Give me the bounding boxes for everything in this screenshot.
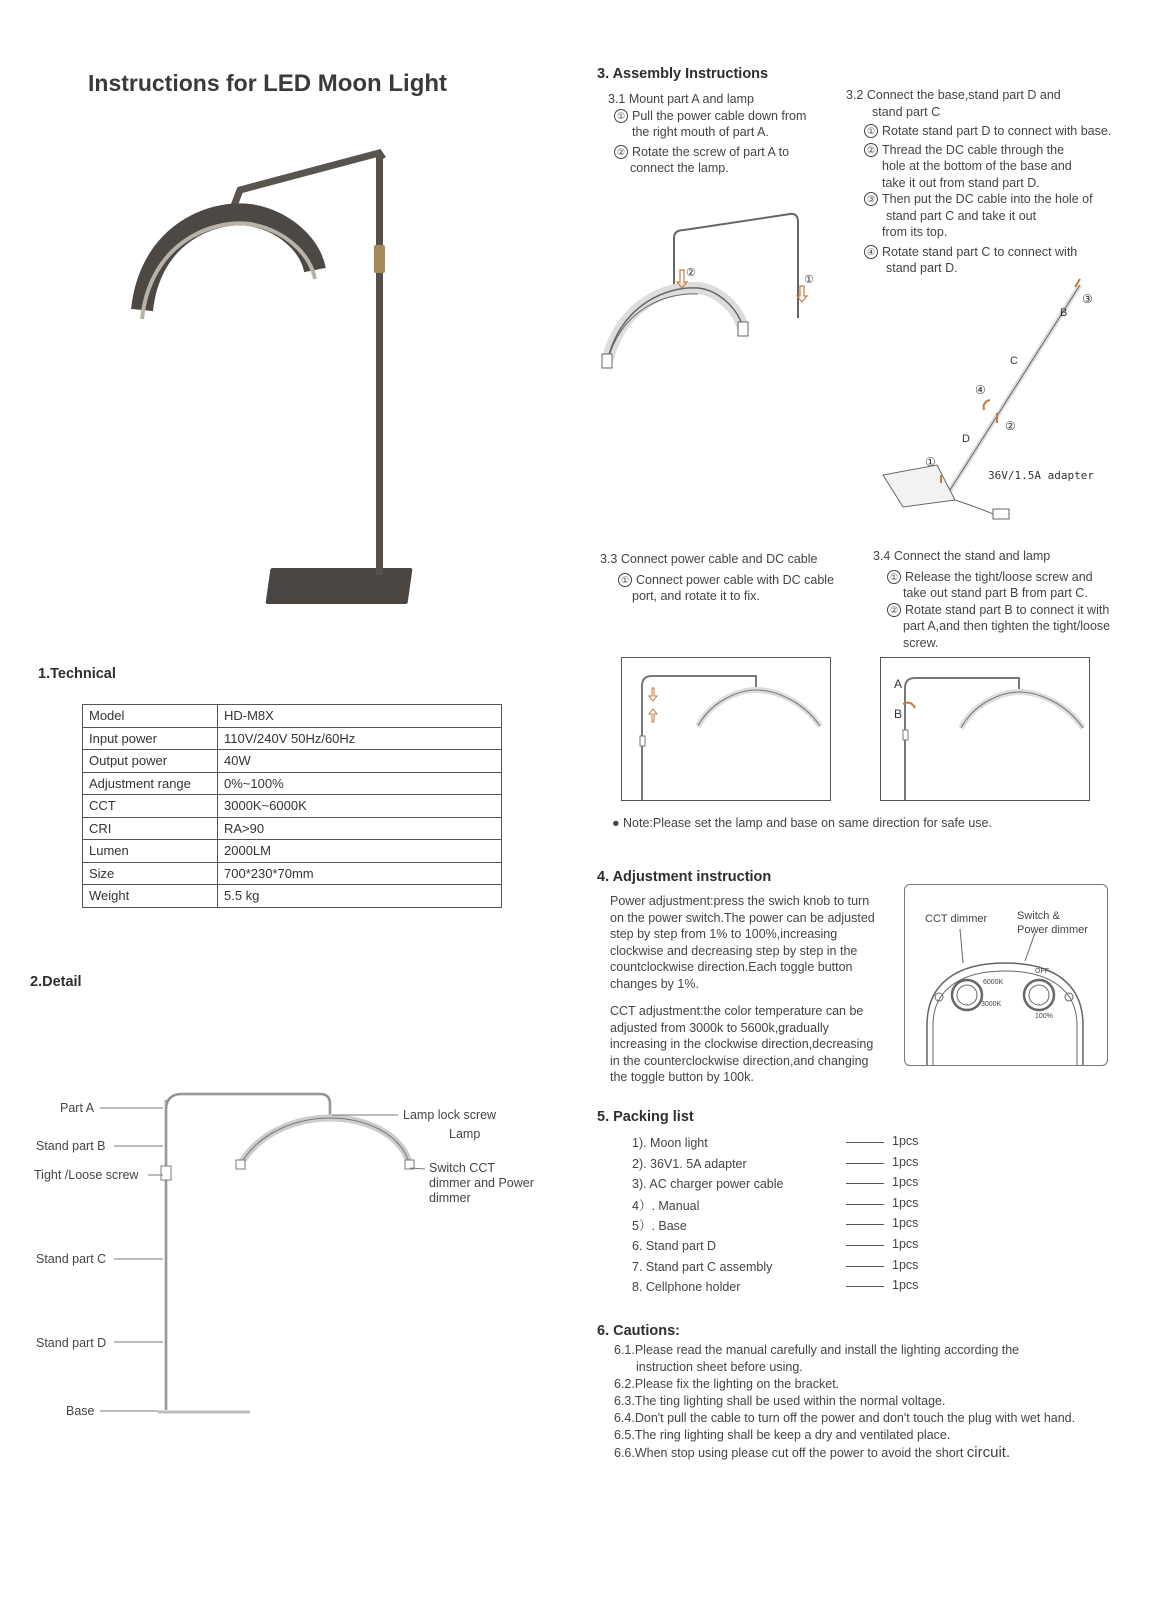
fig34-label-a: A xyxy=(894,677,903,691)
packing-item xyxy=(632,1175,932,1196)
s32-step4a: Rotate stand part C to connect with xyxy=(882,244,1078,259)
technical-row xyxy=(83,862,502,885)
technical-key: CRI xyxy=(83,817,218,840)
packing-heading: 5. Packing list xyxy=(597,1109,694,1125)
technical-value: RA>90 xyxy=(218,817,502,840)
power-line: Power adjustment:press the swich knob to turn xyxy=(610,894,870,908)
detail-label-screw: Tight /Loose screw xyxy=(34,1168,139,1182)
packing-item xyxy=(632,1278,932,1299)
packing-item-name: 7. Stand part C assembly xyxy=(632,1259,773,1274)
s34-n2: ② xyxy=(887,603,901,617)
cct-line: in the counterclockwise direction,and changing xyxy=(610,1053,869,1068)
fig32-label-n1: ① xyxy=(925,455,936,469)
figure-3-3 xyxy=(621,657,831,801)
packing-item-name: 1). Moon light xyxy=(632,1136,708,1150)
packing-item-dash xyxy=(846,1163,884,1164)
packing-item-name: 8. Cellphone holder xyxy=(632,1280,741,1295)
photo-collar xyxy=(374,245,385,273)
packing-item-name: 4）. Manual xyxy=(632,1198,700,1213)
section-3-1 xyxy=(608,91,806,177)
panel-off: OFF xyxy=(1035,968,1049,975)
power-line: step by step from 1% to 100%,increasing xyxy=(610,927,838,941)
s32-step3c: from its top. xyxy=(882,225,948,239)
detail-label-base: Base xyxy=(66,1404,95,1418)
detail-label-stand-d: Stand part D xyxy=(36,1336,107,1350)
fig32-label-c: C xyxy=(1010,355,1018,367)
technical-row xyxy=(83,795,502,818)
caution-line: 6.6.When stop using please cut off the power to avoid the short xyxy=(614,1446,964,1460)
panel-switch-label xyxy=(1017,909,1088,937)
packing-item-dash xyxy=(846,1204,884,1205)
caution-last-word: circuit. xyxy=(966,1444,1011,1461)
packing-item-qty: 1pcs xyxy=(892,1236,919,1251)
technical-key: Size xyxy=(83,862,218,885)
adjustment-heading: 4. Adjustment instruction xyxy=(597,869,772,885)
panel-6000k: 6000K xyxy=(983,979,1004,986)
technical-key: Weight xyxy=(83,885,218,908)
technical-key: Output power xyxy=(83,750,218,773)
s32-step2a: Thread the DC cable through the xyxy=(882,142,1065,157)
fig32-label-d: D xyxy=(962,433,970,445)
figure-3-4-drawing xyxy=(881,658,1089,800)
technical-value: 700*230*70mm xyxy=(218,862,502,885)
s34-step2b: part A,and then tighten the tight/loose xyxy=(903,619,1111,633)
switch-label-1: Switch CCT xyxy=(429,1161,495,1175)
technical-value: 2000LM xyxy=(218,840,502,863)
technical-value: 3000K~6000K xyxy=(218,795,502,818)
s32-step4b: stand part D. xyxy=(886,261,958,275)
product-photo xyxy=(130,145,430,615)
packing-item-qty: 1pcs xyxy=(892,1278,919,1293)
cct-line: the toggle button by 100k. xyxy=(610,1070,754,1084)
packing-list xyxy=(632,1134,932,1299)
s33-n1: ① xyxy=(618,573,632,587)
title-product: LED Moon Light xyxy=(263,70,448,97)
page-title xyxy=(88,70,447,98)
packing-item-name: 5）. Base xyxy=(632,1219,687,1234)
packing-item-dash xyxy=(846,1224,884,1225)
s32-step2b: hole at the bottom of the base and xyxy=(882,159,1072,173)
figure-3-4 xyxy=(880,657,1090,801)
s32-step3b: stand part C and take it out xyxy=(886,208,1037,223)
detail-label-lamp-lock: Lamp lock screw xyxy=(403,1108,497,1122)
technical-key: Lumen xyxy=(83,840,218,863)
fig31-n1: ① xyxy=(804,274,814,286)
packing-item-dash xyxy=(846,1286,884,1287)
s32-step3a: Then put the DC cable into the hole of xyxy=(882,192,1093,206)
figure-3-3-drawing xyxy=(622,658,830,800)
technical-table xyxy=(82,704,502,908)
cautions-heading: 6. Cautions: xyxy=(597,1323,680,1339)
packing-item-dash xyxy=(846,1183,884,1184)
section-3-4 xyxy=(873,548,1110,651)
panel-cct-label: CCT dimmer xyxy=(925,913,988,925)
packing-item-qty: 1pcs xyxy=(892,1257,919,1272)
figure-3-1 xyxy=(598,208,838,383)
caution-line: 6.5.The ring lighting shall be keep a dry and ventilated place. xyxy=(614,1428,951,1442)
section-3-2 xyxy=(846,87,1111,277)
packing-item-qty: 1pcs xyxy=(892,1134,919,1148)
detail-label-stand-c: Stand part C xyxy=(36,1252,107,1266)
packing-item xyxy=(632,1216,932,1237)
technical-row xyxy=(83,840,502,863)
switch-label-3: dimmer xyxy=(429,1191,471,1205)
photo-base xyxy=(265,568,412,604)
packing-item-qty: 1pcs xyxy=(892,1216,919,1231)
detail-label-switch xyxy=(429,1161,534,1206)
packing-item xyxy=(632,1134,932,1155)
technical-value: 40W xyxy=(218,750,502,773)
packing-item-name: 2). 36V1. 5A adapter xyxy=(632,1156,747,1171)
packing-item xyxy=(632,1258,932,1279)
panel-switch-label-b: Power dimmer xyxy=(1017,924,1088,936)
technical-row xyxy=(83,817,502,840)
s33-step1b: port, and rotate it to fix. xyxy=(632,589,760,603)
packing-item-name: 6. Stand part D xyxy=(632,1238,717,1253)
power-line: on the power switch.The power can be adjusted xyxy=(610,910,875,925)
cautions-list xyxy=(614,1342,1075,1462)
cct-line: increasing in the clockwise direction,decreasing xyxy=(610,1037,874,1051)
s34-step1a: Release the tight/loose screw and xyxy=(905,569,1093,584)
fig32-label-n3: ③ xyxy=(1082,292,1093,306)
s32-n4: ④ xyxy=(864,245,878,259)
technical-key: Model xyxy=(83,705,218,728)
technical-row xyxy=(83,750,502,773)
adjustment-power-text xyxy=(610,893,875,992)
s33-step1a: Connect power cable with DC cable xyxy=(636,572,835,587)
cct-line: CCT adjustment:the color temperature can be xyxy=(610,1004,864,1018)
fig32-label-n2: ② xyxy=(1005,419,1016,433)
s32-title-a: 3.2 Connect the base,stand part D and xyxy=(846,88,1061,102)
technical-row xyxy=(83,772,502,795)
fig32-label-b: B xyxy=(1060,307,1068,319)
power-line: countclockwise direction.Each toggle button xyxy=(610,960,853,974)
s31-step1a: Pull the power cable down from xyxy=(632,108,807,123)
cct-line: adjusted from 3000k to 5600k,gradually xyxy=(610,1020,829,1035)
detail-label-stand-b: Stand part B xyxy=(36,1139,106,1153)
detail-label-lamp: Lamp xyxy=(449,1127,481,1141)
packing-item-dash xyxy=(846,1142,884,1143)
power-line: clockwise and decreasing step by step in the xyxy=(610,943,858,958)
technical-value: 5.5 kg xyxy=(218,885,502,908)
panel-100: 100% xyxy=(1035,1013,1053,1020)
technical-row xyxy=(83,727,502,750)
photo-arm xyxy=(232,153,383,211)
detail-heading: 2.Detail xyxy=(30,974,82,990)
technical-key: CCT xyxy=(83,795,218,818)
s31-n1: ① xyxy=(614,109,628,123)
technical-row xyxy=(83,885,502,908)
technical-row xyxy=(83,705,502,728)
figure-3-2 xyxy=(875,275,1105,525)
control-panel-figure xyxy=(904,884,1108,1066)
technical-value: HD-M8X xyxy=(218,705,502,728)
s33-title: 3.3 Connect power cable and DC cable xyxy=(600,552,818,566)
s32-n1: ① xyxy=(864,124,878,138)
s34-step2c: screw. xyxy=(903,635,939,650)
packing-item-qty: 1pcs xyxy=(892,1175,919,1190)
assembly-note: ● Note:Please set the lamp and base on same direction for safe use. xyxy=(612,816,992,830)
packing-item-qty: 1pcs xyxy=(892,1195,919,1210)
packing-item xyxy=(632,1196,932,1217)
packing-item xyxy=(632,1155,932,1176)
s31-n2: ② xyxy=(614,145,628,159)
technical-key: Adjustment range xyxy=(83,772,218,795)
s31-step2a: Rotate the screw of part A to xyxy=(632,144,790,159)
detail-label-part-a: Part A xyxy=(60,1101,95,1115)
adjustment-cct-text xyxy=(610,1003,873,1086)
fig32-label-n4: ④ xyxy=(975,383,986,397)
technical-value: 0%~100% xyxy=(218,772,502,795)
assembly-heading: 3. Assembly Instructions xyxy=(597,66,769,82)
packing-item xyxy=(632,1237,932,1258)
title-prefix: Instructions for xyxy=(88,70,257,96)
s34-step2a: Rotate stand part B to connect it with xyxy=(905,602,1110,617)
s32-n2: ② xyxy=(864,143,878,157)
photo-pole xyxy=(376,155,383,575)
s34-step1b: take out stand part B from part C. xyxy=(903,586,1088,600)
packing-item-qty: 1pcs xyxy=(892,1154,919,1169)
section-3-3 xyxy=(600,551,834,605)
packing-item-dash xyxy=(846,1266,884,1267)
packing-item-dash xyxy=(846,1245,884,1246)
s32-step1: Rotate stand part D to connect with base. xyxy=(882,124,1112,138)
caution-line: 6.3.The ting lighting shall be used within the normal voltage. xyxy=(614,1394,946,1408)
caution-line: 6.1.Please read the manual carefully and install the lighting according the xyxy=(614,1343,1020,1357)
technical-heading: 1.Technical xyxy=(38,666,116,682)
fig34-label-b: B xyxy=(894,707,903,721)
panel-switch-label-a: Switch & xyxy=(1017,910,1060,922)
caution-line: instruction sheet before using. xyxy=(636,1360,803,1374)
caution-line: 6.2.Please fix the lighting on the bracket. xyxy=(614,1377,840,1391)
caution-line: 6.4.Don't pull the cable to turn off the power and don't touch the plug with wet hand. xyxy=(614,1411,1076,1425)
s31-step2b: connect the lamp. xyxy=(630,161,729,175)
technical-value: 110V/240V 50Hz/60Hz xyxy=(218,727,502,750)
power-line: changes by 1%. xyxy=(610,976,699,991)
s32-n3: ③ xyxy=(864,192,878,206)
fig31-n2: ② xyxy=(686,267,696,279)
photo-arc xyxy=(142,214,315,310)
s32-step2c: take it out from stand part D. xyxy=(882,175,1040,190)
s31-title: 3.1 Mount part A and lamp xyxy=(608,92,754,106)
s34-title: 3.4 Connect the stand and lamp xyxy=(873,549,1051,563)
s34-n1: ① xyxy=(887,570,901,584)
packing-item-name: 3). AC charger power cable xyxy=(632,1177,784,1192)
technical-key: Input power xyxy=(83,727,218,750)
s31-step1b: the right mouth of part A. xyxy=(632,125,769,139)
panel-3000k: 3000K xyxy=(981,1001,1002,1008)
fig32-adapter: 36V/1.5A adapter xyxy=(988,469,1094,482)
s32-title-b: stand part C xyxy=(872,104,941,119)
switch-label-2: dimmer and Power xyxy=(429,1176,534,1190)
